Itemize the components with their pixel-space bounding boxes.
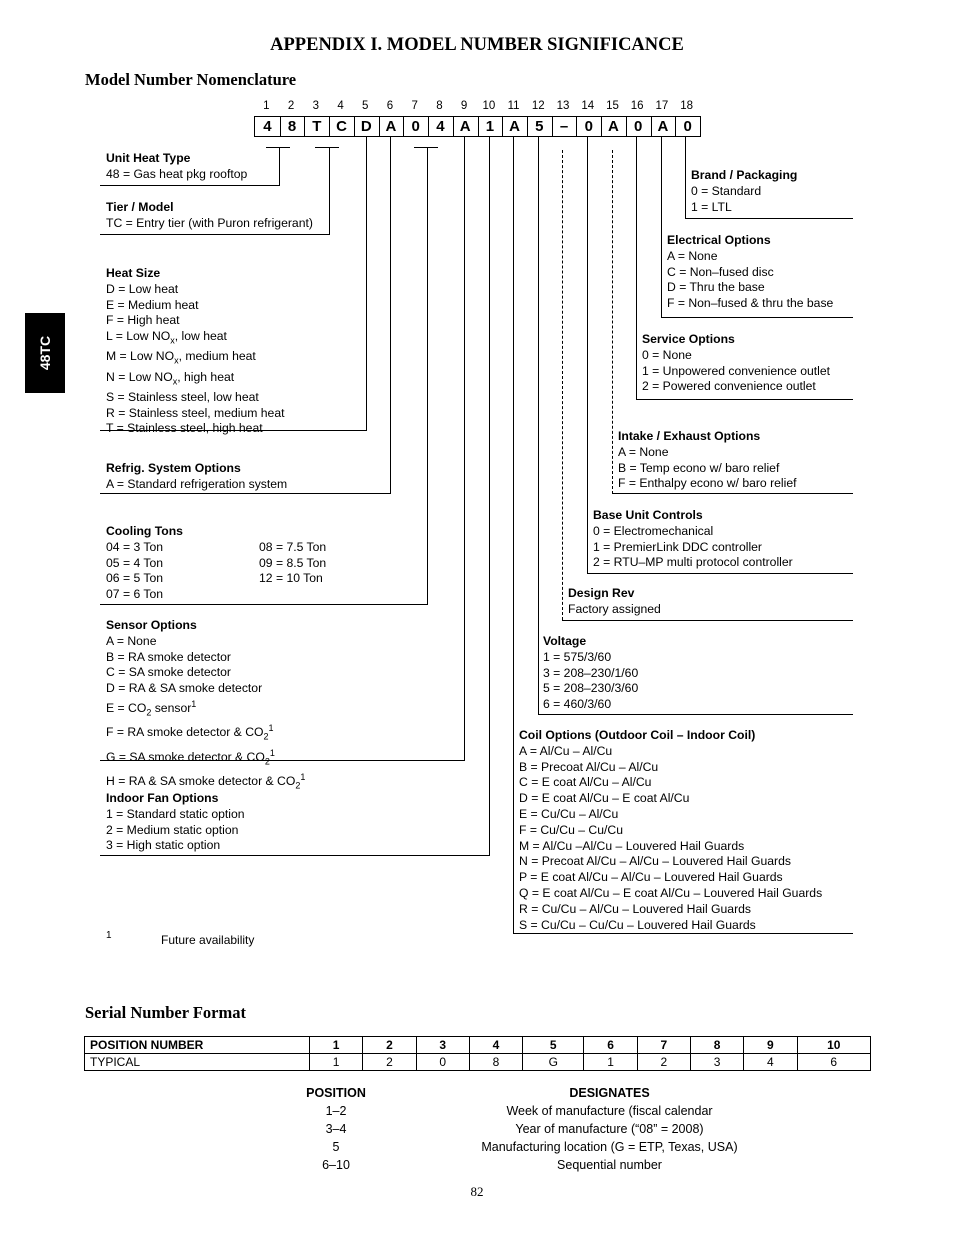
voltage-item: 5 = 208–230/3/60 — [543, 681, 639, 696]
base-unit-item: 1 = PremierLink DDC controller — [593, 539, 762, 554]
electrical-block — [667, 233, 833, 312]
leader-heat-size — [366, 137, 367, 431]
table-cell: 1 — [584, 1054, 637, 1071]
box-divider — [651, 117, 652, 136]
sensor-heading: Sensor Options — [106, 618, 197, 632]
intake-item: A = None — [618, 444, 669, 459]
table-cell: 1 — [310, 1037, 363, 1054]
footnote-ref: 1 — [300, 771, 306, 782]
model-char: 0 — [634, 118, 643, 135]
model-char: 4 — [436, 118, 445, 135]
nomenclature-heading: Model Number Nomenclature — [85, 70, 297, 89]
table-cell: TYPICAL — [85, 1054, 310, 1071]
coil-item: P = E coat Al/Cu – Al/Cu – Louvered Hail Guards — [519, 870, 783, 885]
model-char: 5 — [535, 118, 544, 135]
design-rev-block — [568, 586, 661, 618]
position-table — [290, 1084, 837, 1174]
table-cell: 8 — [469, 1054, 522, 1071]
page-number: 82 — [470, 1184, 484, 1199]
co2-sub: 2 — [295, 780, 301, 791]
nox-pre: N = Low NO — [106, 369, 173, 384]
box-divider — [329, 117, 330, 136]
position-number: 1 — [263, 100, 270, 112]
heat-size-item: S = Stainless steel, low heat — [106, 389, 259, 404]
indoor-fan-item: 1 = Standard static option — [106, 806, 245, 821]
box-divider — [576, 117, 577, 136]
brand-heading: Brand / Packaging — [691, 168, 798, 182]
model-char: A — [657, 118, 669, 135]
service-item: 0 = None — [642, 347, 692, 362]
rule-design-rev — [562, 620, 853, 621]
page-title: APPENDIX I. MODEL NUMBER SIGNIFICANCE — [270, 35, 684, 55]
nox-post: , low heat — [174, 329, 227, 344]
position-numbers — [254, 100, 699, 114]
table-cell: G — [523, 1054, 584, 1071]
model-char: 0 — [683, 118, 692, 135]
box-divider — [675, 117, 676, 136]
co2-pre: H = RA & SA smoke detector & CO — [106, 773, 296, 788]
leader-indoor-fan — [489, 137, 490, 856]
footnote-mark: 1 — [106, 930, 112, 941]
tier-heading: Tier / Model — [106, 200, 174, 214]
co2-pre: G = SA smoke detector & CO — [106, 749, 265, 764]
box-divider — [379, 117, 380, 136]
box-divider — [502, 117, 503, 136]
footnote-ref: 1 — [269, 747, 275, 758]
coil-item: M = Al/Cu –Al/Cu – Louvered Hail Guards — [519, 838, 745, 853]
voltage-block — [543, 634, 638, 713]
table-row — [290, 1102, 837, 1120]
box-divider — [354, 117, 355, 136]
position-number: 11 — [507, 100, 520, 112]
intake-item: B = Temp econo w/ baro relief — [618, 460, 780, 475]
position-number: 18 — [680, 100, 694, 112]
cooling-item: 04 = 3 Ton — [106, 539, 164, 554]
position-number: 14 — [581, 100, 595, 112]
model-char: 0 — [411, 118, 420, 135]
table-cell: 4 — [469, 1037, 522, 1054]
heat-size-item — [106, 329, 285, 349]
nox-pre: L = Low NO — [106, 329, 171, 344]
table-cell: 3 — [416, 1037, 469, 1054]
model-char: – — [559, 118, 569, 135]
rule-refrig — [100, 493, 391, 494]
table-cell: 1 — [310, 1054, 363, 1071]
co2-pre: E = CO — [106, 701, 147, 716]
model-char: D — [360, 118, 372, 135]
intake-block — [618, 429, 797, 492]
indoor-fan-heading: Indoor Fan Options — [106, 791, 219, 805]
box-divider — [552, 117, 553, 136]
rule-unit-heat — [100, 185, 280, 186]
rule-tier — [100, 234, 330, 235]
table-cell: 4 — [744, 1054, 797, 1071]
heat-size-item: D = Low heat — [106, 281, 179, 296]
heat-size-heading: Heat Size — [106, 266, 161, 280]
sensor-item: A = None — [106, 633, 157, 648]
table-cell: 5 — [523, 1037, 584, 1054]
model-char: A — [509, 118, 520, 135]
table-cell: 9 — [744, 1037, 797, 1054]
model-char: A — [608, 118, 619, 135]
table-cell: Week of manufacture (fiscal calendar — [506, 1104, 713, 1118]
intake-item: F = Enthalpy econo w/ baro relief — [618, 476, 797, 491]
position-number: 10 — [482, 100, 496, 112]
rule-indoor-fan — [100, 855, 490, 856]
electrical-item: F = Non–fused & thru the base — [667, 296, 834, 311]
design-rev-item: Factory assigned — [568, 601, 661, 616]
base-unit-item: 0 = Electromechanical — [593, 523, 714, 538]
coil-item: B = Precoat Al/Cu – Al/Cu — [519, 759, 659, 774]
side-tab — [25, 313, 65, 393]
position-number: 9 — [460, 100, 468, 112]
indoor-fan-item: 3 = High static option — [106, 838, 221, 853]
tier-item: TC = Entry tier (with Puron refrigerant) — [106, 215, 313, 230]
leader-sensor — [464, 137, 465, 761]
table-cell: 1–2 — [325, 1104, 347, 1118]
electrical-heading: Electrical Options — [667, 233, 771, 247]
coil-item: A = Al/Cu – Al/Cu — [519, 743, 613, 758]
service-item: 1 = Unpowered convenience outlet — [642, 363, 831, 378]
position-number: 5 — [362, 100, 369, 112]
co2-post: sensor — [151, 701, 192, 716]
underline-pos-1-2 — [266, 147, 290, 148]
model-char: 8 — [287, 118, 297, 135]
rule-intake — [612, 493, 853, 494]
coil-item: F = Cu/Cu – Cu/Cu — [519, 822, 623, 837]
unit-heat-heading: Unit Heat Type — [106, 151, 191, 165]
brand-item: 0 = Standard — [691, 183, 762, 198]
leader-design-rev — [562, 150, 563, 620]
co2-sub: 2 — [264, 756, 270, 767]
leader-cooling — [427, 148, 428, 604]
table-cell: 6 — [797, 1054, 870, 1071]
coil-item: R = Cu/Cu – Al/Cu – Louvered Hail Guards — [519, 901, 752, 916]
cooling-item: 06 = 5 Ton — [106, 571, 164, 586]
table-cell: Sequential number — [557, 1158, 662, 1172]
sensor-item: B = RA smoke detector — [106, 649, 231, 664]
table-cell: 3 — [690, 1054, 743, 1071]
leader-voltage — [538, 137, 539, 715]
voltage-item: 1 = 575/3/60 — [543, 649, 612, 664]
position-number: 3 — [312, 100, 319, 112]
designates-col-header: DESIGNATES — [569, 1086, 650, 1100]
position-number: 13 — [556, 100, 570, 112]
base-unit-item: 2 = RTU–MP multi protocol controller — [593, 555, 793, 570]
model-char: T — [312, 118, 322, 135]
refrig-heading: Refrig. System Options — [106, 461, 241, 475]
nox-post: , high heat — [177, 369, 235, 384]
voltage-item: 3 = 208–230/1/60 — [543, 665, 639, 680]
voltage-heading: Voltage — [543, 634, 587, 648]
rule-cooling — [100, 604, 428, 605]
serial-heading: Serial Number Format — [85, 1003, 246, 1022]
table-cell: 3–4 — [325, 1122, 347, 1136]
cooling-item: 08 = 7.5 Ton — [259, 539, 327, 554]
rule-voltage — [538, 714, 853, 715]
intake-heading: Intake / Exhaust Options — [618, 429, 761, 443]
table-cell: 0 — [416, 1054, 469, 1071]
co2-sub: 2 — [263, 731, 269, 742]
coil-heading: Coil Options (Outdoor Coil – Indoor Coil) — [519, 728, 756, 742]
leader-base-unit — [587, 137, 588, 574]
leader-electrical — [661, 137, 662, 318]
cooling-item: 07 = 6 Ton — [106, 587, 164, 602]
table-row — [290, 1120, 837, 1138]
model-char: 1 — [485, 118, 495, 135]
model-char: A — [459, 118, 471, 135]
coil-block — [519, 728, 822, 933]
model-char: C — [336, 118, 347, 135]
position-number: 8 — [436, 100, 443, 112]
electrical-item: D = Thru the base — [667, 280, 765, 295]
refrig-item: A = Standard refrigeration system — [106, 476, 288, 491]
box-divider — [478, 117, 479, 136]
table-cell: 2 — [363, 1037, 416, 1054]
service-heading: Service Options — [642, 332, 735, 346]
sensor-item: D = RA & SA smoke detector — [106, 681, 263, 696]
rule-electrical — [661, 317, 853, 318]
position-number: 16 — [630, 100, 644, 112]
position-number: 2 — [287, 100, 295, 112]
table-row — [290, 1084, 837, 1102]
heat-size-item — [106, 349, 285, 369]
model-number-boxes — [254, 116, 701, 137]
underline-pos-3-4 — [315, 147, 339, 148]
indoor-fan-block — [106, 791, 245, 854]
coil-item: E = Cu/Cu – Al/Cu — [519, 806, 619, 821]
cooling-item: 12 = 10 Ton — [259, 571, 323, 586]
sensor-block — [106, 618, 305, 794]
service-block — [642, 332, 830, 395]
box-divider — [428, 117, 429, 136]
co2-sub: 2 — [146, 707, 152, 718]
leader-unit-heat — [279, 148, 280, 186]
sensor-item — [106, 746, 305, 770]
table-row — [85, 1037, 871, 1054]
box-divider — [304, 117, 305, 136]
nox-sub: x — [172, 376, 178, 387]
footnote-text: Future availability — [161, 933, 255, 947]
brand-block — [691, 168, 797, 215]
box-divider — [527, 117, 528, 136]
box-divider — [280, 117, 281, 136]
rule-brand — [685, 218, 853, 219]
service-item: 2 = Powered convenience outlet — [642, 379, 816, 394]
box-divider — [601, 117, 602, 136]
box-divider — [626, 117, 627, 136]
position-number: 7 — [411, 100, 418, 112]
table-cell: 10 — [797, 1037, 870, 1054]
position-col-header: POSITION — [306, 1086, 366, 1100]
table-cell: 2 — [363, 1054, 416, 1071]
unit-heat-item: 48 = Gas heat pkg rooftop — [106, 166, 248, 181]
coil-item: N = Precoat Al/Cu – Al/Cu – Louvered Hail Guards — [519, 854, 791, 869]
side-tab-label: 48TC — [37, 335, 53, 371]
nox-sub: x — [174, 355, 179, 366]
brand-item: 1 = LTL — [691, 199, 732, 214]
nox-pre: M = Low NO — [106, 349, 175, 364]
box-divider — [453, 117, 454, 136]
electrical-item: C = Non–fused disc — [667, 264, 774, 279]
electrical-item: A = None — [667, 248, 718, 263]
cooling-item: 09 = 8.5 Ton — [259, 555, 327, 570]
heat-size-item: R = Stainless steel, medium heat — [106, 405, 285, 420]
table-row — [290, 1156, 837, 1174]
coil-item: Q = E coat Al/Cu – E coat Al/Cu – Louvered Hail Guards — [519, 885, 823, 900]
heat-size-item: F = High heat — [106, 313, 180, 328]
table-cell: Manufacturing location (G = ETP, Texas, USA) — [481, 1140, 738, 1154]
table-cell: 7 — [637, 1037, 690, 1054]
leader-intake — [612, 150, 613, 494]
sensor-item — [106, 697, 305, 721]
base-unit-block — [593, 508, 793, 571]
nox-post: , medium heat — [178, 349, 256, 364]
table-cell: 8 — [690, 1037, 743, 1054]
table-cell: 5 — [332, 1140, 340, 1154]
unit-heat-block — [106, 151, 247, 183]
leader-tier — [329, 148, 330, 234]
table-cell: 6–10 — [322, 1158, 350, 1172]
model-char: 0 — [584, 118, 593, 135]
position-number: 12 — [531, 100, 545, 112]
heat-size-item: T = Stainless steel, high heat — [106, 421, 263, 436]
leader-coil — [513, 137, 514, 934]
coil-item: D = E coat Al/Cu – E coat Al/Cu — [519, 791, 690, 806]
tier-block — [106, 200, 313, 232]
heat-size-item — [106, 370, 285, 390]
leader-service — [636, 137, 637, 400]
leader-refrig — [390, 137, 391, 494]
footnote-ref: 1 — [268, 723, 274, 734]
refrig-block — [106, 461, 287, 493]
model-char: A — [385, 118, 397, 135]
table-cell: 6 — [584, 1037, 637, 1054]
cooling-heading: Cooling Tons — [106, 524, 183, 538]
position-number: 6 — [386, 100, 394, 112]
position-number: 15 — [606, 100, 619, 112]
position-number: 4 — [337, 100, 344, 112]
rule-service — [636, 399, 853, 400]
table-cell: Year of manufacture (“08” = 2008) — [515, 1122, 704, 1136]
heat-size-block — [106, 266, 285, 437]
rule-base-unit — [587, 573, 853, 574]
sensor-item — [106, 721, 305, 745]
design-rev-heading: Design Rev — [568, 586, 635, 600]
base-unit-heading: Base Unit Controls — [593, 508, 703, 522]
cooling-item: 05 = 4 Ton — [106, 555, 164, 570]
heat-size-item: E = Medium heat — [106, 297, 199, 312]
table-row — [85, 1054, 871, 1071]
coil-item: C = E coat Al/Cu – Al/Cu — [519, 775, 652, 790]
model-char: 4 — [263, 118, 272, 135]
co2-pre: F = RA smoke detector & CO — [106, 725, 264, 740]
nox-sub: x — [170, 335, 175, 346]
position-number: 17 — [655, 100, 669, 112]
box-divider — [403, 117, 404, 136]
indoor-fan-item: 2 = Medium static option — [106, 822, 239, 837]
leader-brand — [685, 137, 686, 219]
table-cell: POSITION NUMBER — [85, 1037, 310, 1054]
coil-item: S = Cu/Cu – Cu/Cu – Louvered Hail Guards — [519, 917, 756, 932]
table-cell: 2 — [637, 1054, 690, 1071]
cooling-block — [106, 524, 412, 603]
sensor-item: C = SA smoke detector — [106, 665, 231, 680]
footnote-ref: 1 — [191, 698, 197, 709]
table-row — [290, 1138, 837, 1156]
underline-pos-7-8 — [414, 147, 438, 148]
serial-table — [84, 1036, 871, 1071]
voltage-item: 6 = 460/3/60 — [543, 697, 612, 712]
